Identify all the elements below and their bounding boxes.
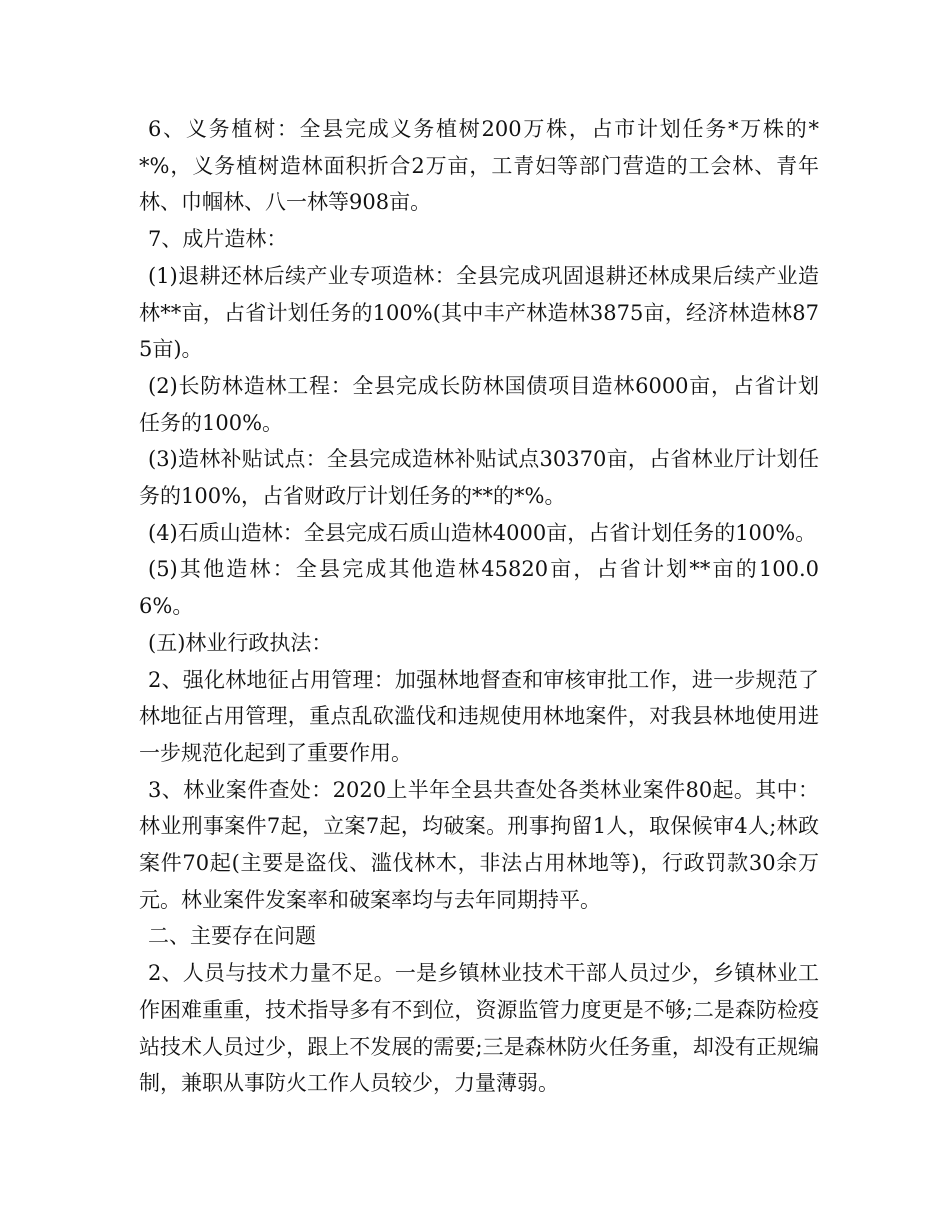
paragraph-land-management: 2、强化林地征占用管理：加强林地督查和审核审批工作，进一步规范了林地征占用管理，重点乱砍滥伐和违规使用林地案件，对我县林地使用进一步规范化起到了重要作用。 (139, 667, 819, 765)
paragraph-rocky-mountain: (4)石质山造林：全县完成石质山造林4000亩，占省计划任务的100%。 (148, 520, 817, 545)
paragraph-other-afforestation: (5)其他造林：全县完成其他造林45820亩，占省计划**亩的100.06%。 (139, 557, 819, 619)
paragraph-grain-for-green: (1)退耕还林后续产业专项造林：全县完成巩固退耕还林成果后续产业造林**亩，占省计划任务的100%(其中丰产林造林3875亩，经济林造林875亩)。 (139, 263, 819, 362)
paragraph-afforestation-subsidy: (3)造林补贴试点：全县完成造林补贴试点30370亩，占省林业厅计划任务的100%，占省财政厅计划任务的**的*%。 (139, 447, 819, 509)
paragraph-afforestation-heading: 7、成片造林： (148, 227, 288, 252)
paragraph-yangtze-shelterbelt: (2)长防林造林工程：全县完成长防林国债项目造林6000亩，占省计划任务的100%。 (139, 373, 819, 435)
document-page (139, 111, 819, 1102)
paragraph-law-enforcement-heading: (五)林业行政执法： (148, 630, 333, 655)
paragraph-problems-heading: 二、主要存在问题 (148, 924, 316, 949)
paragraph-voluntary-tree-planting: 6、义务植树：全县完成义务植树200万株，占市计划任务*万株的**%，义务植树造林面积折合2万亩，工青妇等部门营造的工会林、青年林、巾帼林、八一林等908亩。 (139, 117, 819, 215)
paragraph-staff-shortage: 2、人员与技术力量不足。一是乡镇林业技术干部人员过少，乡镇林业工作困难重重，技术指导多有不到位，资源监管力度更是不够;二是森防检疫站技术人员过少，跟上不发展的需要;三是森林防火任务重，却没有正规编制，兼职从事防火工作人员较少，力量薄弱。 (139, 961, 819, 1096)
paragraph-case-handling: 3、林业案件查处：2020上半年全县共查处各类林业案件80起。其中：林业刑事案件7起，立案7起，均破案。刑事拘留1人，取保候审4人;林政案件70起(主要是盗伐、滥伐林木，非法占用林地等)，行政罚款30余万元。林业案件发案率和破案率均与去年同期持平。 (139, 777, 819, 912)
